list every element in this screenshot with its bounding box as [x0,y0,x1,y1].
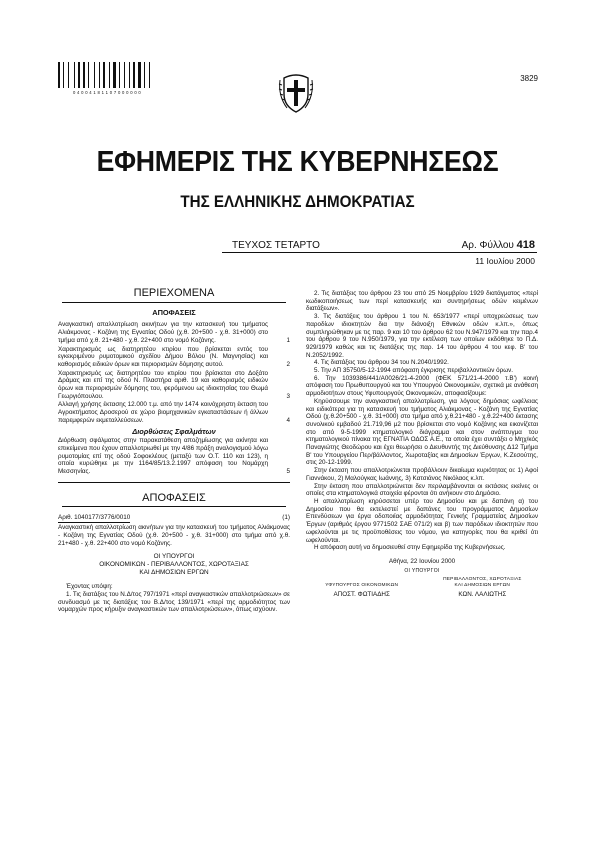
issue-label: ΤΕΥΧΟΣ ΤΕΤΑΡΤΟ [232,240,320,251]
barcode-bar [149,62,150,88]
barcode-bar [76,62,77,88]
barcode-bar [146,62,148,88]
contents-entry-text: Χαρακτηρισμός ως διατηρητέου του κτιρίου που βρίσκεται στο Δοξάτο Δράμας και επί της οδού Ν. Πλαστήρα αριθ. 19 και καθορισμός ειδικών όρων και περιορισμών δόμησης του, φερόμενου ως ιδιοκτησίας του Θωμά Γεωργιόπουλου. [58,369,268,400]
paragraph-10: Η απαλλοτρίωση κηρύσσεται υπέρ του Δημοσίου και με δαπάνη α) του Δημοσίου που θα εκτελεστεί με δαπάνες του προγράμματος Δημοσίων Επενδύσεων για έργα οδοποιίας αρμοδιότητας Γενικής Γραμματείας Δημοσίων Έργων (αριθμός έργου 9771502 ΣΑΕ 071/2) και β) των παρόδιων ιδιοκτητών που ωφελούνται με τις προϋποθέσεις του νόμου, για κατηγορίες που θα κριθεί ότι ωφελούνται. [306,497,538,544]
barcode-bar [99,62,100,88]
considering-intro: Έχοντας υπόψη: [66,583,113,591]
barcode-bar [124,62,125,88]
contents-end-divider [58,482,290,483]
barcode-bar [58,62,60,88]
barcode-bar [96,62,98,88]
paragraph-3: 3. Τις διατάξεις του άρθρου 1 του Ν. 653/1977 «περί υποχρεώσεως των παροδίων ιδιοκτητών δια την διάνοιξη Εθνικών οδών κ.λπ.», όπως συμπληρώθηκαν με τις παρ. 9 και 10 του άρθρου 62 του Ν.947/1979 και την παρ.4 του άρθρου 9 του Ν.950/1979, για την εκτέλεση των οποίων εκδόθηκε το Π.Δ. 929/1979 καθώς και τις διατάξεις της παρ. 14 του άρθρου 4 του κεφ. Β' του Ν.2052/1992. [306,313,538,359]
contents-title: ΠΕΡΙΕΧΟΜΕΝΑ [133,287,215,299]
paragraph-9: Στην έκταση που απαλλοτριώνεται δεν περιλαμβάνονται οι εκτάσεις εκείνες οι οποίες στα κτηματολογικά στοιχεία φέρονται ότι ανήκουν στο Δημόσιο. [306,482,538,498]
signer-1-role: ΥΦΥΠΟΥΡΓΟΣ ΟΙΚΟΝΟΜΙΚΩΝ [325,583,399,589]
sheet-label: Αρ. Φύλλου [461,240,514,251]
barcode-bar [74,62,75,88]
issue-date: 11 Ιουλίου 2000 [475,256,535,266]
barcode [58,62,156,88]
barcode-bar [88,62,89,88]
decision-summary: Αναγκαστική απαλλοτρίωση ακινήτων για την κατασκευή του τμήματος Αλιάκμονας - Κοζάνη της Εγνατίας Οδού (χ.θ. 20+500 - χ.θ. 31+000) στο τμήμα από χ.θ. 21+480 - χ.θ. 22+400 στο νομό Κοζάνης. [58,524,290,547]
gazette-subtitle: ΤΗΣ ΕΛΛΗΝΙΚΗΣ ΔΗΜΟΚΡΑΤΙΑΣ [180,193,415,211]
barcode-bar [117,62,118,88]
gazette-title: ΕΦΗΜΕΡΙΣ ΤΗΣ ΚΥΒΕΡΝΗΣΕΩΣ [96,146,499,178]
contents-entry[interactable] [58,437,290,476]
paragraph-7: Κηρύσσουμε την αναγκαστική απαλλοτρίωση, για λόγους δημόσιας ωφέλειας και ειδικότερα για τη κατασκευή του τμήματος Αλιάκμονας - Κοζάνη της Εγνατίας Οδού (χ.θ.20+500 - χ.θ. 31+000) στο τμήμα από χ.θ.21+480 - χ.θ.22+400 έκτασης συνολικού εμβαδού 21.719,96 μ2 που βρίσκεται στο νομό Κοζάνης και εικονίζεται στο από 9-5-1999 κτηματολογικό διάγραμμα και στον ανάπτυγμα του κτηματολογικού πίνακα της ΕΓΝΑΤΙΑ ΟΔΟΣ Α.Ε., τα οποία έχει συντάξει ο Μηχ/κός Παναγιώτης Θεοδώρου και έχει θεωρήσει ο Διευθυντής της Διεύθυνσης Δ12 Τμήμα Β' του Υπουργείου Περ/βάλλοντος, Χωροταξίας και Δημοσίων Έργων, Κ.Ζεσούτης, στις 20-12-1999. [306,397,538,467]
contents-decisions-heading: ΑΠΟΦΑΣΕΙΣ [152,307,196,317]
sheet-number [462,239,535,251]
barcode-bar [119,62,120,88]
barcode-bar [101,62,102,88]
sheet-number-value: 418 [516,239,535,251]
contents-entry[interactable] [58,370,290,401]
paragraph-8: Στην έκταση που απαλλοτριώνεται προβάλλουν δικαίωμα κυριότητας οι: 1) Αφοί Γιαννάκου, 2) Μαλούγκας Ιωάννης, 3) Κατσιάνος Νικόλαος κ.λπ. [306,467,538,482]
contents-entry-text: Χαρακτηρισμός ως διατηρητέου κτιρίου που βρίσκεται εντός του εγκεκριμένου ρυμοτομικού σχεδίου Δήμου Βόλου (Ν. Μαγνησίας) και καθορισμός ειδικών όρων και περιορισμών δόμησης αυτού. [58,345,268,368]
paragraph-1: 1. Τις διατάξεις του Ν.Δ/τος 797/1971 «περί αναγκαστικών απαλλοτριώσεων» σε συνδυασμό με τις διατάξεις του Β.Δ/τος 139/1971 «περί της αρμοδιότητος των νομαρχών προς κήρυξιν αναγκαστικών των απαλλοτριώσεων», όπως ισχύουν. [58,590,290,614]
paragraph-4: 4. Τις διατάξεις του άρθρου 34 του Ν.2040/1992. [314,359,449,367]
paragraph-2: 2. Τις διατάξεις του άρθρου 23 του από 25 Νοεμβρίου 1929 διατάγματος «περί κωδικοποιήσεως των περί κατασκευής και συντηρήσεως οδών κειμένων διατάξεων». [306,290,538,313]
contents-divider [62,302,286,303]
ministers-heading [58,553,290,577]
right-column [306,290,538,599]
barcode-bar [131,62,132,88]
contents-entry-text: Αλλαγή χρήσης έκτασης 12.000 τ.μ. από την 1474 κοινόχρηστη έκταση του Αγροκτήματος Δροσερού σε χώρο βιομηχανικών εγκαταστάσεων ή άλλων παρεμφερών εκμεταλλεύσεων. [58,401,268,424]
contents-entry-page: 5 [286,468,290,476]
barcode-number: 0 4 0 0 4 1 8 1 1 0 7 0 0 0 0 0 0 [72,90,142,95]
barcode-bar [121,62,123,88]
signer-2-name: ΚΩΝ. ΛΑΛΙΩΤΗΣ [458,591,507,599]
signer-1-name: ΑΠΟΣΤ. ΦΩΤΙΑΔΗΣ [333,591,390,599]
greek-coat-of-arms-icon [277,70,315,114]
barcode-bar [126,62,128,88]
contents-entry-text: Διόρθωση σφάλματος στην παρακατάθεση αποζημίωσης για ακίνητα και επικείμενα που έχουν απαλλοτριωθεί με την 4/86 πράξη αναλογισμού λόγω ρυμοτομίας επί της οδού Σοφοκλέους (μεταξύ των Ο.Τ. 110 και 123), η οποία κυρώθηκε με την 1164/85/13.2.1997 απόφαση του Νομάρχη Μεσσηνίας. [58,437,268,476]
decisions-divider [62,506,286,507]
barcode-bar [83,62,85,88]
barcode-bar [70,62,73,88]
ministers-line-3: ΚΑΙ ΔΗΜΟΣΙΩΝ ΕΡΓΩΝ [139,569,209,577]
decision-index: (1) [282,514,290,522]
barcode-bar [78,62,80,88]
contents-entry-page: 3 [286,392,290,400]
barcode-bar [109,62,110,88]
page-number: 3829 [520,74,538,83]
decisions-title: ΑΠΟΦΑΣΕΙΣ [142,491,206,504]
signers [306,577,538,599]
barcode-bar [133,62,135,88]
signoff-title: ΟΙ ΥΠΟΥΡΓΟΙ [404,567,440,574]
signer-2 [427,577,538,599]
barcode-bar [113,62,116,88]
barcode-bar [68,62,69,88]
signer-2-role-line-1: ΠΕΡΙΒΑΛΛΟΝΤΟΣ, ΧΩΡΟΤΑΞΙΑΣ [443,577,522,583]
ministers-line-1: ΟΙ ΥΠΟΥΡΓΟΙ [153,553,195,561]
paragraph-11: Η απόφαση αυτή να δημοσιευθεί στην Εφημερίδα της Κυβερνήσεως. [314,544,506,552]
contents-entry-text: Αναγκαστική απαλλοτρίωση ακινήτων για την κατασκευή του τμήματος Αλιάκμονας - Κοζάνη της Εγνατίας Οδού (χ.θ. 20+500 - χ.θ. 31+000) στο τμήμα από χ.θ. 21+480 - χ.θ. 22+400 στο νομό Κοζάνης. [58,321,268,344]
barcode-bar [63,62,64,88]
signer-1 [306,577,417,599]
barcode-bar [81,62,82,88]
contents-list [58,321,290,475]
contents-entry[interactable] [58,346,290,369]
paragraph-5: 5. Την ΑΠ 35750/5-12-1994 απόφαση έγκρισης περιβαλλοντικών όρων. [314,367,514,375]
contents-entry[interactable] [58,401,290,424]
barcode-bar [106,62,108,88]
barcode-bar [86,62,87,88]
contents-entry-page: 2 [286,360,290,368]
barcode-bar [103,62,105,88]
barcode-bar [142,62,143,88]
contents-entry-page: 1 [286,336,290,344]
contents-entry[interactable] [58,321,290,344]
barcode-bar [94,62,95,88]
barcode-bar [129,62,130,88]
paragraph-6: 6. Την 1039386/441/Α0026/21-4-2000 (ΦΕΚ 571/21-4-2000 τ.Β') κοινή απόφαση του Πρωθυπουργού και του Υπουργού Οικονομικών, σχετικά με ανάθεση αρμοδιοτήτων στους Υφυπουργούς Οικονομικών, αποφασίζουμε: [306,374,538,398]
barcode-bar [151,62,152,88]
barcode-bar [138,62,141,88]
barcode-bar [111,62,112,88]
decision-reference [58,514,290,523]
signer-2-role-line-2: ΚΑΙ ΔΗΜΟΣΙΩΝ ΕΡΓΩΝ [454,583,511,589]
contents-entry-page: 4 [286,416,290,424]
barcode-bar [65,62,67,88]
left-column [58,287,290,614]
barcode-bar [61,62,62,88]
decision-ref-number: Αριθ. 1040177/3776/0010 [58,514,131,522]
place-and-date: Αθήνα, 22 Ιουνίου 2000 [388,557,456,565]
barcode-bar [136,62,137,88]
barcode-bar [144,62,145,88]
contents-corrections-heading: Διορθώσεις Σφαλμάτων [132,426,216,436]
barcode-bar [90,62,93,88]
issue-divider [222,252,537,253]
ministers-line-2: ΟΙΚΟΝΟΜΙΚΩΝ - ΠΕΡΙΒΑΛΛΟΝΤΟΣ, ΧΩΡΟΤΑΞΙΑΣ [99,561,249,569]
